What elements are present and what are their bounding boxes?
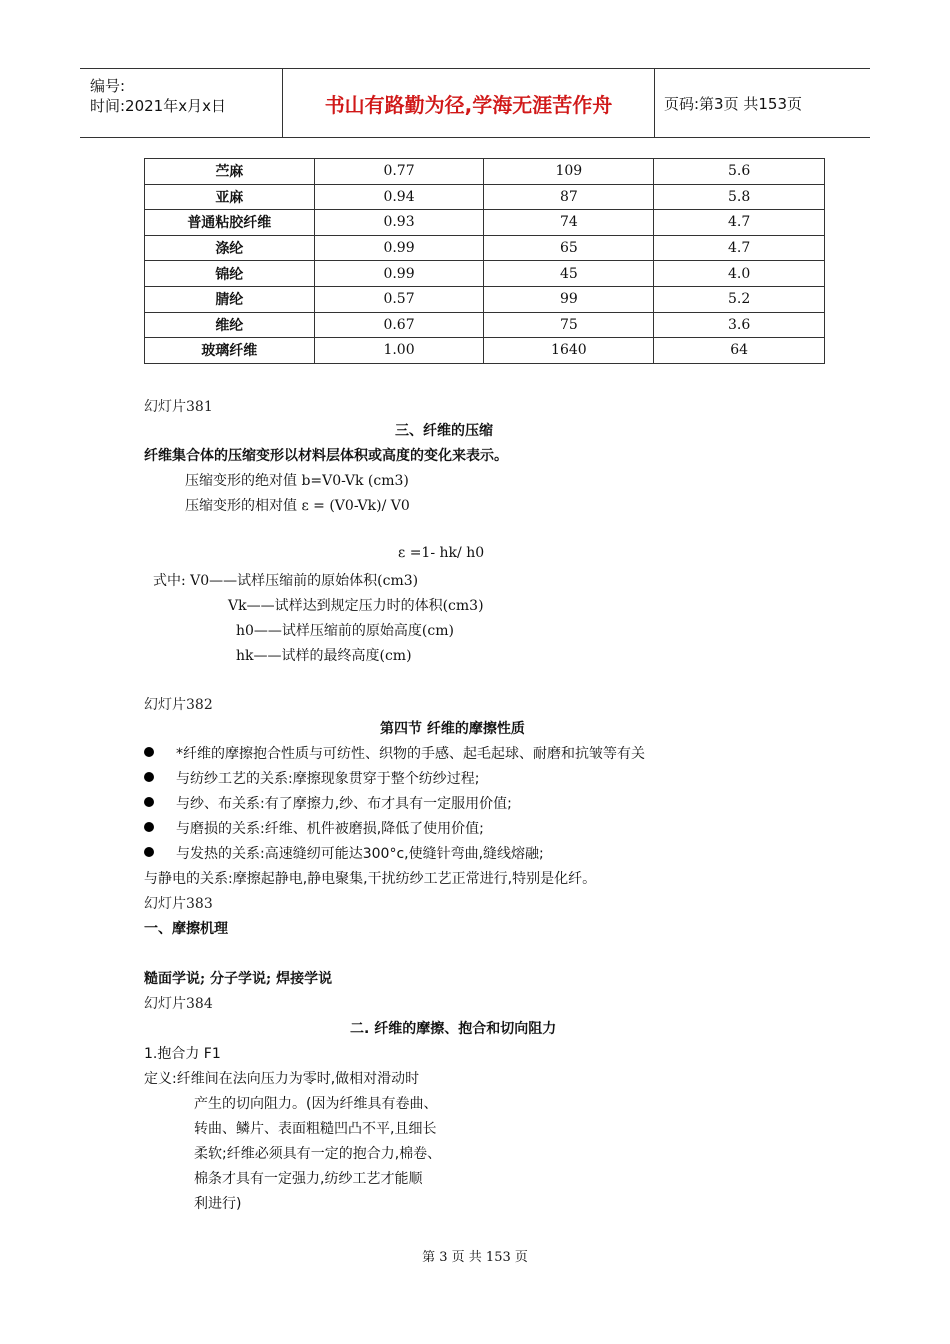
- header-meta-cell: [80, 69, 283, 137]
- page-header: [80, 68, 870, 138]
- table-cell: 玻璃纤维: [145, 338, 315, 364]
- bullet-dot-icon: [144, 797, 154, 807]
- table-cell: 45: [484, 261, 654, 287]
- table-cell: 4.7: [654, 235, 825, 261]
- table-cell: 0.99: [314, 261, 484, 287]
- table-cell: 0.67: [314, 312, 484, 338]
- definition-line: 利进行): [194, 1196, 242, 1212]
- table-cell: 3.6: [654, 312, 825, 338]
- where-v0: 式中: V0——试样压缩前的原始体积(cm3): [153, 573, 419, 589]
- slide-384-label: 幻灯片384: [144, 996, 213, 1012]
- table-cell: 74: [484, 210, 654, 236]
- list-item: [144, 743, 645, 763]
- table-cell: 87: [484, 184, 654, 210]
- page-footer: 第 3 页 共 153 页: [422, 1250, 528, 1265]
- where-hk: hk——试样的最终高度(cm): [236, 648, 412, 664]
- table-cell: 4.7: [654, 210, 825, 236]
- bullet-dot-icon: [144, 747, 154, 757]
- bullet-text: 与发热的关系:高速缝纫可能达300°c,使缝针弯曲,缝线熔融;: [176, 846, 544, 862]
- table-cell: 0.57: [314, 286, 484, 312]
- where-vk: Vk——试样达到规定压力时的体积(cm3): [228, 598, 484, 614]
- cohesion-subhead: 1.抱合力 F1: [144, 1046, 221, 1062]
- slide-383-label: 幻灯片383: [144, 896, 213, 912]
- table-row: [145, 338, 825, 364]
- list-item: [144, 818, 484, 838]
- table-cell: 苎麻: [145, 159, 315, 185]
- section-title-compression: 三、纤维的压缩: [395, 423, 493, 439]
- table-row: [145, 210, 825, 236]
- table-cell: 109: [484, 159, 654, 185]
- table-row: [145, 312, 825, 338]
- table-row: [145, 235, 825, 261]
- friction-theories: 糙面学说; 分子学说; 焊接学说: [144, 971, 333, 987]
- definition-line: 棉条才具有一定强力,纺纱工艺才能顺: [194, 1171, 423, 1187]
- bullet-text: 与磨损的关系:纤维、机件被磨损,降低了使用价值;: [176, 821, 484, 837]
- fiber-data-table: [144, 158, 825, 364]
- number-label: 编号:: [90, 77, 126, 95]
- table-row: [145, 159, 825, 185]
- table-cell: 涤纶: [145, 235, 315, 261]
- table-cell: 5.2: [654, 286, 825, 312]
- time-label: 时间:2021年x月x日: [90, 97, 226, 115]
- list-item: [144, 793, 512, 813]
- list-item: [144, 843, 544, 863]
- table-row: [145, 184, 825, 210]
- bullet-text: 与纱、布关系:有了摩擦力,纱、布才具有一定服用价值;: [176, 796, 512, 812]
- list-item: [144, 768, 479, 788]
- table-cell: 维纶: [145, 312, 315, 338]
- table-cell: 锦纶: [145, 261, 315, 287]
- table-cell: 0.77: [314, 159, 484, 185]
- definition-line: 柔软;纤维必须具有一定的抱合力,棉卷、: [194, 1146, 442, 1162]
- table-cell: 亚麻: [145, 184, 315, 210]
- bullet-text: 与纺纱工艺的关系:摩擦现象贯穿于整个纺纱过程;: [176, 771, 480, 787]
- table-cell: 腈纶: [145, 286, 315, 312]
- table-cell: 普通粘胶纤维: [145, 210, 315, 236]
- table-cell: 0.93: [314, 210, 484, 236]
- table-cell: 5.6: [654, 159, 825, 185]
- definition-line: 定义:纤维间在法向压力为零时,做相对滑动时: [144, 1071, 420, 1087]
- definition-line: 转曲、鳞片、表面粗糙凹凸不平,且细长: [194, 1121, 437, 1137]
- section-title-friction: 第四节 纤维的摩擦性质: [380, 721, 525, 737]
- slide-382-label: 幻灯片382: [144, 697, 213, 713]
- table-cell: 99: [484, 286, 654, 312]
- header-page-info: 页码:第3页 共153页: [664, 95, 802, 113]
- bullet-dot-icon: [144, 772, 154, 782]
- absolute-deformation: 压缩变形的绝对值 b=V0-Vk (cm3): [185, 473, 409, 489]
- table-row: [145, 261, 825, 287]
- slide-381-label: 幻灯片381: [144, 399, 213, 415]
- table-cell: 0.99: [314, 235, 484, 261]
- where-h0: h0——试样压缩前的原始高度(cm): [236, 623, 454, 639]
- bullet-dot-icon: [144, 822, 154, 832]
- table-cell: 1.00: [314, 338, 484, 364]
- bullet-text: *纤维的摩擦抱合性质与可纺性、织物的手感、起毛起球、耐磨和抗皱等有关: [176, 746, 645, 762]
- friction-mechanism-heading: 一、摩擦机理: [144, 921, 228, 937]
- table-cell: 5.8: [654, 184, 825, 210]
- table-cell: 1640: [484, 338, 654, 364]
- bullet-dot-icon: [144, 847, 154, 857]
- static-relation: 与静电的关系:摩擦起静电,静电聚集,干扰纺纱工艺正常进行,特别是化纤。: [144, 871, 597, 887]
- relative-deformation: 压缩变形的相对值 ε = (V0-Vk)/ V0: [185, 498, 410, 514]
- table-cell: 64: [654, 338, 825, 364]
- table-row: [145, 286, 825, 312]
- table-cell: 4.0: [654, 261, 825, 287]
- table-cell: 0.94: [314, 184, 484, 210]
- formula: ε =1- hk/ h0: [398, 545, 485, 561]
- compression-intro: 纤维集合体的压缩变形以材料层体积或高度的变化来表示。: [144, 448, 508, 464]
- table-cell: 75: [484, 312, 654, 338]
- definition-line: 产生的切向阻力。(因为纤维具有卷曲、: [194, 1096, 438, 1112]
- table-cell: 65: [484, 235, 654, 261]
- header-slogan: 书山有路勤为径,学海无涯苦作舟: [283, 69, 655, 137]
- section-title-cohesion: 二. 纤维的摩擦、抱合和切向阻力: [350, 1021, 557, 1037]
